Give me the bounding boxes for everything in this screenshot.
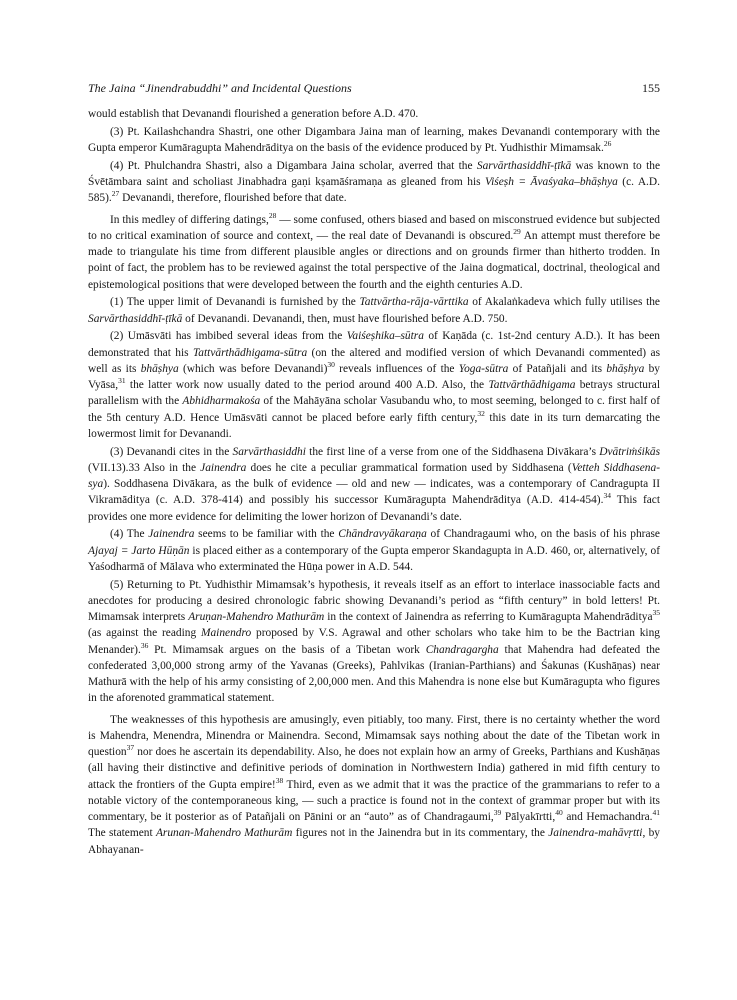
text-run: In this medley of differing datings, xyxy=(110,213,269,226)
italic-title: Jainendra-mahāvṛtti xyxy=(548,827,643,840)
footnote-ref: 30 xyxy=(327,359,335,369)
footnote-ref: 35 xyxy=(652,608,660,618)
text-run: (as against the reading xyxy=(88,627,201,640)
italic-title: bhāṣhya xyxy=(606,362,645,375)
paragraph xyxy=(88,294,660,327)
running-head-title: The Jaina “Jinendrabuddhi” and Incidental Questions xyxy=(88,81,352,95)
text-run: (which was before Devanandi) xyxy=(178,362,328,375)
text-run: the first line of a verse from one of the Siddhasena Divākara’s xyxy=(305,445,600,458)
paragraph xyxy=(88,712,660,858)
footnote-ref: 40 xyxy=(555,808,563,818)
paragraph xyxy=(88,328,660,442)
paragraph xyxy=(88,444,660,525)
text-run: in the context of Jainendra as referring to Kumāragupta Mahendrāditya xyxy=(324,611,653,623)
text-run: , by Abhayanan- xyxy=(88,827,660,856)
footnote-ref: 28 xyxy=(268,210,277,220)
text-run: Third, even as we admit that it was the practice of the grammarians to refer to a notable victory of the contemporaneous king, — such a practice is found not in the context of grammar proper but with its commentary, be it posterior as of Patañjali on Pānini or an “auto” as of Chandragaumi, xyxy=(88,778,660,823)
text-run: would establish that Devanandi flourished a generation before A.D. 470. xyxy=(88,108,419,120)
text-run: — some confused, others biased and based on misconstrued evidence but subjected to no critical examination of source and context, — the real date of Devanandi is obscured. xyxy=(88,213,660,242)
text-run: (1) The upper limit of Devanandi is furnished by the xyxy=(110,296,360,309)
text-run: by Vyāsa, xyxy=(88,362,660,391)
paragraph xyxy=(88,106,660,122)
footnote-ref: 36 xyxy=(140,640,149,650)
text-run: and Hemachandra. xyxy=(562,811,653,823)
italic-title: Mainendro xyxy=(200,627,252,640)
italic-title: Tattvārtha-rāja-vārttika xyxy=(359,296,469,309)
text-run: of Akalaṅkadeva which fully utilises the xyxy=(468,296,660,309)
footnote-ref: 41 xyxy=(652,808,661,818)
paragraph xyxy=(88,526,660,575)
text-run: (2) Umāsvāti has imbibed several ideas from the xyxy=(110,330,347,343)
text-run: The statement xyxy=(88,827,156,840)
footnote-ref: 34 xyxy=(603,491,611,501)
text-run: (on the altered and modified version of which Devanandi commented) as well as its xyxy=(88,346,660,375)
page-number: 155 xyxy=(642,81,660,95)
footnote-ref: 38 xyxy=(275,775,284,785)
text-run: Pt. Mimamsak argues on the basis of a Tibetan work xyxy=(148,643,426,656)
text-run: of Chandragaumi who, on the basis of his phrase xyxy=(426,528,660,541)
paragraph xyxy=(88,212,660,293)
text-run: reveals influences of the xyxy=(334,362,459,375)
italic-title: Chandragargha xyxy=(425,643,499,656)
text-run: This fact provides one more evidence for delimiting the lower horizon of Devanandi’s date. xyxy=(88,494,661,523)
text-run: that Mahendra had defeated the confederated 3,00,000 strong army of the Yavanas (Greeks), Pahlvikas (Iranian-Parthians) and Śakunas (Kushāṇas) near Mathurā with the help of his army consisting of 2,00,000 men. And this Mahendra is none else but Kumāragupta who figures in the aforenoted grammatical statement. xyxy=(88,643,660,705)
text-run: does he cite a peculiar grammatical formation used by Siddhasena ( xyxy=(246,461,572,474)
text-run: The weaknesses of this hypothesis are amusingly, even pitiably, too many. First, there is no certainty whether the word is Mahendra, Menendra, Minendra or Mainendra. Second, Mimamsak says nothing about the date of the Tibetan work in question xyxy=(88,713,660,758)
text-run: seems to be familiar with the xyxy=(194,528,339,541)
italic-title: Vaiśeṣhika–sūtra xyxy=(346,330,424,343)
text-run: proposed by V.S. Agrawal and other scholars who take him to be the Bactrian king Menander). xyxy=(88,627,660,656)
text-run: ). Soddhasena Divākara, as the bulk of evidence — old and new — indicates, was a contemporary of Candragupta II Vikramāditya (c. A.D. 378-414) and possibly his successor Kumāragupta Mahendrāditya (A.D. 414-454). xyxy=(88,478,660,507)
text-run: of Kaṇāda (c. 1st-2nd century A.D.). It has been demonstrated that his xyxy=(88,330,661,359)
italic-title: Tattvārthādhigama xyxy=(488,379,576,391)
text-run: of Patañjali and its xyxy=(508,362,607,375)
footnote-ref: 26 xyxy=(603,139,612,149)
text-run: (4) The xyxy=(110,528,149,541)
book-page xyxy=(88,80,660,859)
italic-title: Arunan-Mahendro Mathurām xyxy=(155,827,293,840)
footnote-ref: 39 xyxy=(493,808,502,818)
text-run: (5) Returning to Pt. Yudhisthir Mimamsak’s hypothesis, it reveals itself as an effort to interlace inassociable facts and anecdotes for producing a desired chronologic fabric showing Devanandi’s period as “fifth century” in bold letters! Pt. Mimamsak interprets xyxy=(88,578,660,623)
italic-title: Jainendra xyxy=(148,528,195,541)
text-run: is placed either as a contemporary of the Gupta emperor Skandagupta in A.D. 460, or, alternatively, of Yaśodharmā of Mālava who exterminated the Hūṇa power in A.D. 544. xyxy=(88,544,661,573)
text-run: (VII.13).33 Also in the xyxy=(88,461,201,474)
italic-title: Aruṇan-Mahendro Mathurām xyxy=(188,611,325,623)
text-run: the latter work now usually dated to the period around 400 A.D. Also, the xyxy=(125,379,489,391)
text-run: was known to the Śvētāmbara saint and scholiast Jinabhadra gaṇi kṣamāśramaṇa as gleaned from his xyxy=(88,159,660,188)
italic-title: Chāndravyākaraṇa xyxy=(338,528,427,541)
text-run: of Devanandi. Devanandi, then, must have flourished before A.D. 750. xyxy=(182,312,508,325)
text-run: Pālyakīrtti, xyxy=(501,811,556,823)
text-run: (3) Pt. Kailashchandra Shastri, one other Digambara Jaina man of learning, makes Devanandi contemporary with the Gupta emperor Kumāragupta Mahendrāditya on the basis of the evidence produced by Pt. Yudhisthir Mimamsak. xyxy=(88,125,660,154)
italic-title: Yoga-sūtra xyxy=(458,362,509,375)
text-run: this date in its turn demarcating the lowermost limit for Devanandi. xyxy=(88,411,661,440)
italic-title: Jainendra xyxy=(200,461,247,474)
italic-title: Viśeṣh = Āvaśyaka–bhāṣhya xyxy=(485,176,618,188)
text-run: betrays structural parallelism with the xyxy=(88,379,660,408)
footnote-ref: 29 xyxy=(513,226,521,236)
footnote-ref: 37 xyxy=(126,743,135,753)
footnote-ref: 31 xyxy=(118,376,126,386)
running-head xyxy=(88,80,660,102)
text-run: of the Mahāyāna scholar Vasubandu who, to most seeming, belonged to c. first half of the 5th century A.D. Hence Umāsvāti cannot be placed before early fifth century, xyxy=(88,395,660,424)
italic-title: bhāṣhya xyxy=(140,362,179,375)
italic-title: Abhidharmakośa xyxy=(182,395,261,408)
italic-title: Sarvārthasiddhi xyxy=(232,445,306,458)
text-run: An attempt must therefore be made to triangulate his time from different plausible angles or directions and on grounds firmer than hitherto trodden. In point of fact, the problem has to be reviewed against the total perspective of the Jaina dogmatical, doctrinal, theological and epistemological positions that were developed between the fourth and the eighth centuries A.D. xyxy=(88,229,660,291)
text-run: (3) Devanandi cites in the xyxy=(110,445,233,458)
italic-title: Tattvārthādhigama-sūtra xyxy=(193,346,308,359)
footnote-ref: 27 xyxy=(111,189,120,199)
text-run: (c. A.D. 585). xyxy=(88,176,660,205)
italic-title: Ajayaj = Jarto Hūṇān xyxy=(88,544,190,557)
italic-title: Vetteh Siddhasena-sya xyxy=(88,461,660,490)
paragraph xyxy=(88,158,660,207)
text-run: (4) Pt. Phulchandra Shastri, also a Digambara Jaina scholar, averred that the xyxy=(110,159,477,172)
paragraph xyxy=(88,124,660,157)
text-run: nor does he ascertain its dependability. Also, he does not explain how an army of Greeks, Parthians and Kushāṇas (all having their distinctive and definitive periods of domination in Northwestern India) gathered in mid fifth century to attack the frontiers of the Gupta empire! xyxy=(88,746,660,791)
footnote-ref: 32 xyxy=(477,408,485,418)
text-run: Devanandi, therefore, flourished before that date. xyxy=(119,192,347,205)
text-run: figures not in the Jainendra but in its commentary, the xyxy=(292,827,549,840)
italic-title: Sarvārthasiddhī-ṭīkā xyxy=(476,159,572,172)
paragraph xyxy=(88,577,660,707)
italic-title: Sarvārthasiddhī-ṭīkā xyxy=(88,312,183,325)
body-text xyxy=(88,106,660,858)
italic-title: Dvātriṁśikās xyxy=(599,445,660,458)
